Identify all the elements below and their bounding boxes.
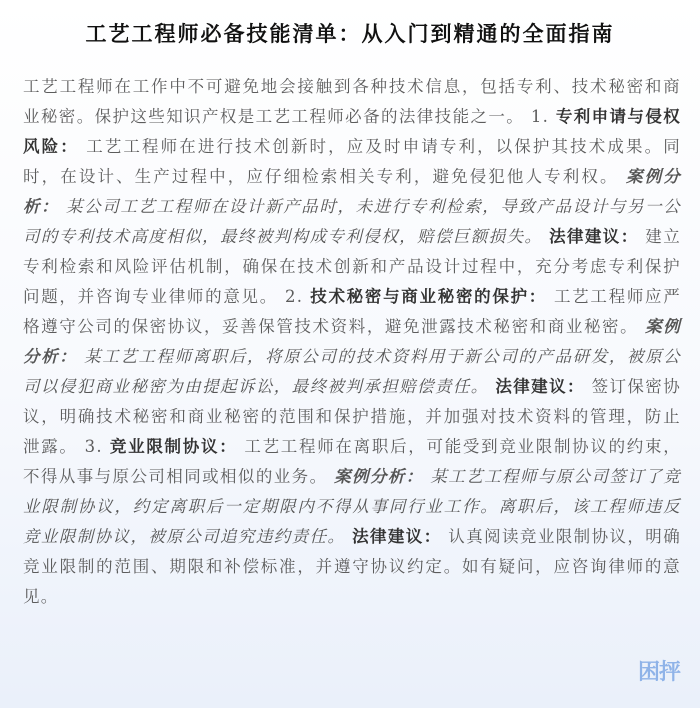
section-heading: 技术秘密与商业秘密的保护：	[310, 287, 547, 306]
case-text: 某工艺工程师与原公司签订了竞业限制协议，约定离职后一定期限内不得从事同行业工作。离职后，该工程师违反竞业限制协议，被原公司追究违约责任。	[23, 467, 681, 546]
watermark-logo: 困抨	[637, 660, 680, 685]
case-label: 案例分析：	[334, 467, 424, 486]
section-heading: 专利申请与侵权风险：	[23, 107, 682, 156]
advice-text: 建立专利检索和风险评估机制，确保在技术创新和产品设计过程中，充分考虑专利保护问题，并咨询专业律师的意见。	[23, 227, 682, 306]
section-number: 2.	[284, 287, 304, 306]
section-body: 工艺工程师应严格遵守公司的保密协议，妥善保管技术资料，避免泄露技术秘密和商业秘密。	[23, 287, 682, 336]
page-title: 工艺工程师必备技能清单：从入门到精通的全面指南	[85, 22, 615, 46]
case-text: 某公司工艺工程师在设计新产品时，未进行专利检索，导致产品设计与另一公司的专利技术高度相似，最终被判构成专利侵权，赔偿巨额损失。	[23, 197, 682, 246]
section-number: 1.	[530, 107, 550, 126]
advice-label: 法律建议：	[352, 527, 442, 546]
section-number: 3.	[84, 437, 103, 456]
advice-label: 法律建议：	[549, 227, 639, 246]
case-text: 某工艺工程师离职后，将原公司的技术资料用于新公司的产品研发，被原公司以侵犯商业秘密为由提起诉讼，最终被判承担赔偿责任。	[23, 347, 681, 396]
advice-text: 签订保密协议，明确技术秘密和商业秘密的范围和保护措施，并加强对技术资料的管理，防止泄露。	[23, 377, 682, 456]
intro-text: 工艺工程师在工作中不可避免地会接触到各种技术信息，包括专利、技术秘密和商业秘密。保护这些知识产权是工艺工程师必备的法律技能之一。	[23, 77, 681, 126]
case-label: 案例分析：	[23, 317, 681, 366]
advice-text: 认真阅读竞业限制协议，明确竞业限制的范围、期限和补偿标准，并遵守协议约定。如有疑问，应咨询律师的意见。	[23, 527, 682, 606]
advice-label: 法律建议：	[495, 377, 585, 396]
section-body: 工艺工程师在离职后，可能受到竞业限制协议的约束，不得从事与原公司相同或相似的业务。	[23, 437, 682, 486]
article-body	[23, 72, 681, 612]
case-label: 案例分析：	[23, 167, 681, 216]
section-heading: 竞业限制协议：	[109, 437, 238, 456]
section-body: 工艺工程师在进行技术创新时，应及时申请专利，以保护其技术成果。同时，在设计、生产过程中，应仔细检索相关专利，避免侵犯他人专利权。	[23, 137, 681, 186]
